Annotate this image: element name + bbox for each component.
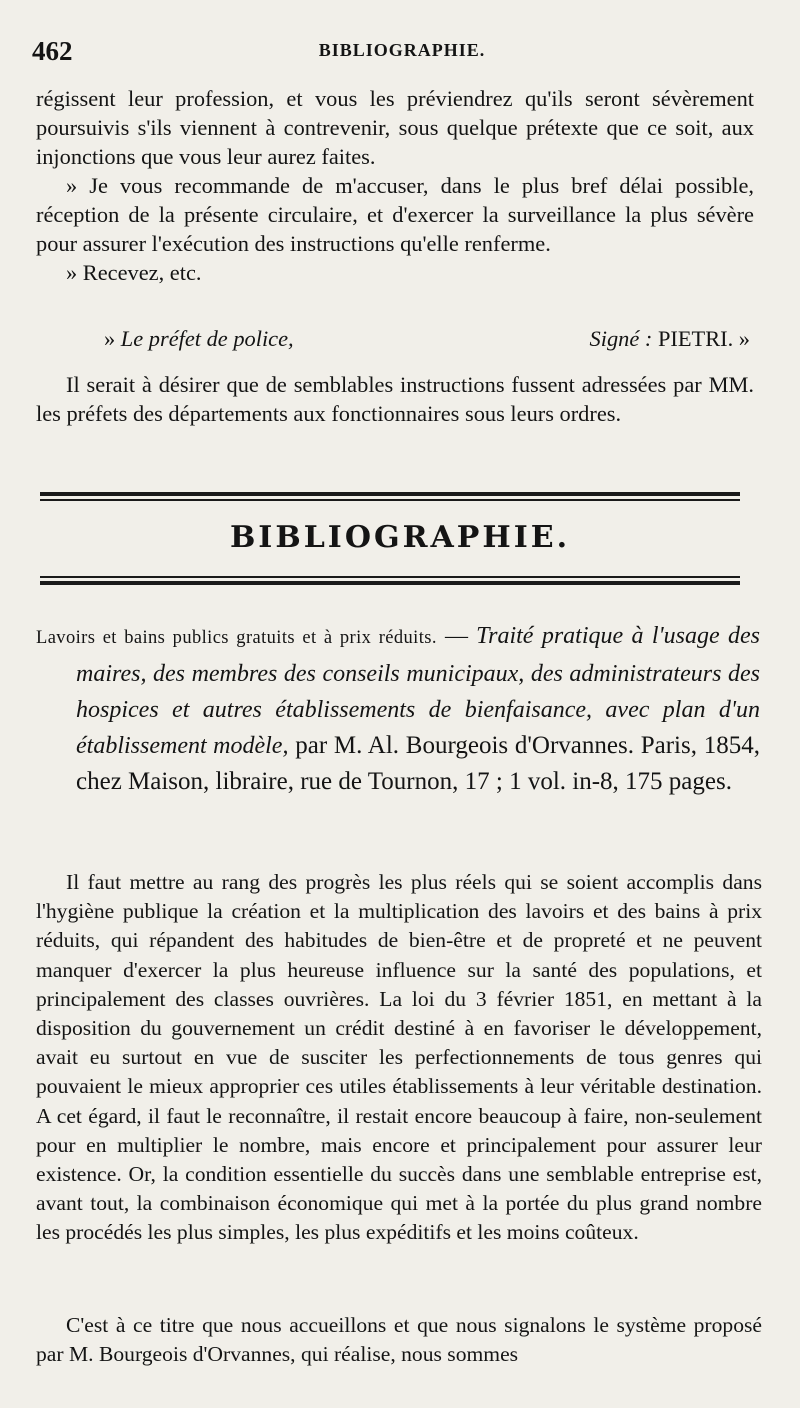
review-paragraph-1: Il faut mettre au rang des progrès les plus réels qui se soient accomplis dans l'hygiène publique la création et la multiplication des lavoirs et des bains à prix réduits, qui répandent des habitudes de bien-être et de propreté et ne peuvent manquer d'exercer la plus heureuse influence sur la santé des populations, et principalement des classes ouvrières. La loi du 3 février 1851, en mettant à la disposition du gouvernement un crédit destiné à en favoriser le développement, avait eu surtout en vue de susciter les perfectionnements de tous genres qui pouvaient le mieux approprier ces utiles établissements à leur véritable destination. A cet égard, il faut le reconnaître, il restait encore beaucoup à faire, non-seulement pour en multiplier le nombre, mais encore et principalement pour assurer leur existence. Or, la condition essentielle du succès dans une semblable entreprise est, avant tout, la combinaison économique qui met à la portée du plus grand nombre les procédés les plus simples, les plus expéditifs et les moins coûteux. bbox=[36, 870, 762, 1245]
review-paragraph-2: C'est à ce titre que nous accueillons et que nous signalons le système proposé par M. Bourgeois d'Orvannes, qui réalise, nous sommes bbox=[36, 1313, 762, 1367]
section-title: BIBLIOGRAPHIE. bbox=[229, 520, 571, 555]
signature-label: Signé : bbox=[589, 326, 653, 351]
running-head: BIBLIOGRAPHIE. bbox=[318, 40, 486, 60]
top-double-rule bbox=[40, 492, 740, 501]
rule-thick-line bbox=[40, 492, 740, 496]
review-text bbox=[36, 868, 762, 1248]
circular-paragraph-2: » Je vous recommande de m'accuser, dans le plus bref délai possible, réception de la présente circulaire, et d'exercer la surveillance la plus sévère pour assurer l'exécution des instructions qu'elle renferme. bbox=[36, 173, 754, 256]
circular-paragraph-1: régissent leur profession, et vous les préviendrez qu'ils seront sévèrement poursuivis s'ils viennent à contrevenir, sous quelque prétexte que ce soit, aux injonctions que vous leur aurez faites. bbox=[36, 86, 754, 169]
entry-title: Traité pratique à l'usage des maires, des membres des conseils municipaux, des administrateurs des hospices et autres établissements de bienfaisance, avec plan d'un établissement modèle, bbox=[76, 623, 761, 759]
circular-text bbox=[36, 84, 754, 287]
entry-publication: par M. Al. Bourgeois d'Orvannes. Paris, 1854, chez Maison, libraire, rue de Tournon, 17 ; 1 vol. in-8, 175 pages. bbox=[76, 732, 760, 795]
rule-thin-line bbox=[40, 499, 740, 501]
signature-quote: » bbox=[104, 326, 121, 351]
bibliography-entry bbox=[36, 618, 760, 800]
signature-line bbox=[36, 326, 758, 356]
signature-left bbox=[104, 326, 294, 352]
page-header bbox=[32, 36, 772, 76]
bottom-double-rule bbox=[40, 576, 740, 585]
rule-thick-line bbox=[40, 581, 740, 585]
signature-name: PIETRI. » bbox=[652, 326, 750, 351]
signature-right bbox=[590, 326, 750, 352]
signature-title: Le préfet de police, bbox=[120, 326, 294, 351]
closing-paragraph: Il serait à désirer que de semblables instructions fussent adressées par MM. les préfets des départements aux fonctionnaires sous leurs ordres. bbox=[36, 372, 754, 426]
review-text-continued bbox=[36, 1311, 762, 1369]
rule-thin-line bbox=[40, 576, 740, 578]
page-number: 462 bbox=[32, 36, 73, 66]
entry-dash: — bbox=[436, 623, 477, 648]
entry-heading: Lavoirs et bains publics gratuits et à prix réduits. bbox=[36, 628, 437, 648]
circular-paragraph-3: » Recevez, etc. bbox=[66, 260, 202, 285]
entry-paragraph bbox=[36, 618, 760, 800]
closing-text bbox=[36, 370, 754, 428]
